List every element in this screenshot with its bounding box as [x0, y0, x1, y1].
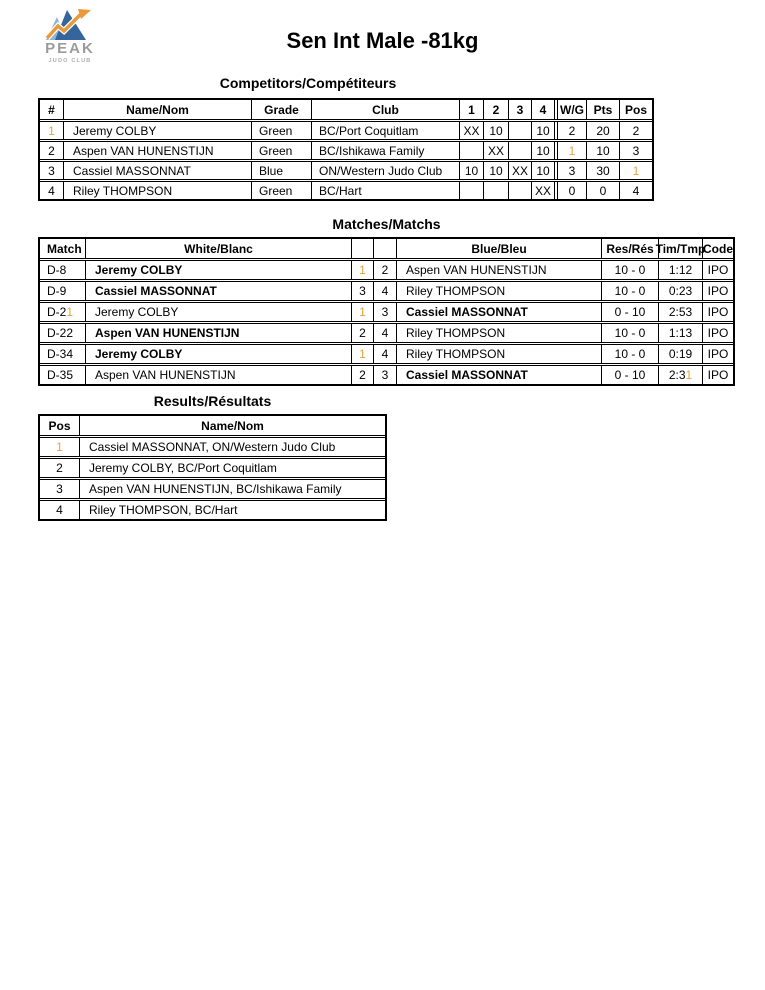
blue-name-cell: Riley THOMPSON	[397, 324, 602, 342]
match-row	[40, 323, 733, 343]
result-cell: 0 - 10	[602, 366, 659, 384]
position-cell: 1	[632, 163, 640, 178]
results-table	[38, 414, 387, 521]
competitor-name-cell: Cassiel MASSONNAT	[64, 162, 252, 179]
blue-name-cell: Aspen VAN HUNENSTIJN	[397, 261, 602, 279]
wins-cell: 1	[557, 142, 587, 159]
round-4-score-cell: XX	[532, 182, 555, 199]
round-2-score-cell	[484, 182, 509, 199]
code-cell: IPO	[707, 305, 729, 319]
code-cell: IPO	[707, 368, 729, 382]
competitor-club-cell: BC/Hart	[312, 182, 460, 199]
round-3-score-cell: XX	[509, 162, 532, 179]
header-match: Match	[40, 239, 86, 258]
competitor-number-cell: 3	[40, 162, 64, 179]
header-blue-number	[374, 239, 397, 258]
competitor-number-cell: 1	[40, 122, 64, 139]
match-id-cell: D-9	[40, 282, 86, 300]
header-round-1: 1	[460, 100, 484, 119]
result-name-cell: Jeremy COLBY, BC/Port Coquitlam	[89, 461, 277, 475]
competitor-row	[40, 141, 652, 160]
round-2-score-cell: XX	[484, 142, 509, 159]
header-name: Name/Nom	[64, 100, 252, 119]
blue-number-cell: 3	[374, 366, 397, 384]
competitor-number-cell: 2	[40, 142, 64, 159]
code-cell: IPO	[707, 263, 729, 277]
result-cell: 10 - 0	[602, 282, 659, 300]
round-1-score-cell: 10	[460, 162, 484, 179]
competitor-name-cell: Riley THOMPSON	[64, 182, 252, 199]
white-name-cell: Jeremy COLBY	[86, 345, 352, 363]
match-id-cell: D-2 1	[40, 303, 86, 321]
competitor-grade-cell: Green	[252, 182, 312, 199]
position-cell: 2	[632, 123, 640, 138]
header-round-2: 2	[484, 100, 509, 119]
result-position-cell: 2	[40, 459, 80, 477]
round-1-score-cell: XX	[460, 122, 484, 139]
result-position-cell: 4	[40, 501, 80, 519]
white-number-cell: 1	[352, 303, 374, 321]
time-cell: 0:19	[659, 345, 703, 363]
competitors-table	[38, 98, 654, 201]
competitor-name-cell: Jeremy COLBY	[64, 122, 252, 139]
white-number-cell: 2	[352, 324, 374, 342]
result-name-cell: Riley THOMPSON, BC/Hart	[89, 503, 238, 517]
header-round-4: 4	[532, 100, 555, 119]
wins-cell: 0	[557, 182, 587, 199]
matches-table	[38, 237, 735, 386]
header-white: White/Blanc	[86, 239, 352, 258]
competitor-row	[40, 181, 652, 199]
points-cell: 30	[587, 162, 620, 179]
round-1-score-cell	[460, 142, 484, 159]
blue-number-cell: 4	[374, 282, 397, 300]
header-white-number	[352, 239, 374, 258]
header-name: Name/Nom	[201, 418, 264, 433]
match-row	[40, 302, 733, 322]
match-row	[40, 365, 733, 384]
result-position-cell: 1	[40, 438, 80, 456]
round-2-score-cell: 10	[484, 162, 509, 179]
header-position: Pos	[40, 416, 80, 435]
header-time: Tim/Tmp	[659, 239, 703, 258]
blue-name-cell: Cassiel MASSONNAT	[397, 303, 602, 321]
round-3-score-cell	[509, 182, 532, 199]
result-name-cell: Aspen VAN HUNENSTIJN, BC/Ishikawa Family	[89, 482, 342, 496]
competitor-row	[40, 121, 652, 140]
competitor-club-cell: BC/Port Coquitlam	[312, 122, 460, 139]
header-code: Code	[703, 241, 733, 256]
wins-cell: 3	[557, 162, 587, 179]
white-name-cell: Cassiel MASSONNAT	[86, 282, 352, 300]
matches-header-row	[40, 239, 733, 259]
blue-number-cell: 4	[374, 345, 397, 363]
blue-name-cell: Riley THOMPSON	[397, 282, 602, 300]
header-result: Res/Rés	[602, 239, 659, 258]
wins-cell: 2	[557, 122, 587, 139]
results-heading: Results/Résultats	[153, 393, 272, 409]
position-cell: 3	[632, 143, 640, 158]
white-number-cell: 1	[352, 261, 374, 279]
result-row	[40, 458, 385, 478]
match-id-cell: D-8	[40, 261, 86, 279]
header-round-3: 3	[509, 100, 532, 119]
competitor-club-cell: BC/Ishikawa Family	[312, 142, 460, 159]
blue-name-cell: Cassiel MASSONNAT	[397, 366, 602, 384]
competitor-grade-cell: Green	[252, 122, 312, 139]
round-4-score-cell: 10	[532, 122, 555, 139]
white-name-cell: Jeremy COLBY	[86, 261, 352, 279]
header-blue: Blue/Bleu	[397, 239, 602, 258]
competitor-club-cell: ON/Western Judo Club	[312, 162, 460, 179]
blue-name-cell: Riley THOMPSON	[397, 345, 602, 363]
competitor-number-cell: 4	[40, 182, 64, 199]
white-name-cell: Aspen VAN HUNENSTIJN	[86, 324, 352, 342]
points-cell: 20	[587, 122, 620, 139]
result-cell: 0 - 10	[602, 303, 659, 321]
header-position: Pos	[624, 102, 647, 117]
match-id-cell: D-35	[40, 366, 86, 384]
page-title: Sen Int Male -81kg	[286, 28, 479, 53]
header-wins: W/G	[557, 100, 587, 119]
round-1-score-cell	[460, 182, 484, 199]
code-cell: IPO	[707, 326, 729, 340]
time-cell: 1:13	[659, 324, 703, 342]
competitors-heading: Competitors/Compétiteurs	[219, 75, 397, 91]
points-cell: 10	[587, 142, 620, 159]
result-cell: 10 - 0	[602, 261, 659, 279]
header-club: Club	[312, 100, 460, 119]
header-points: Pts	[587, 100, 620, 119]
time-cell: 1:12	[659, 261, 703, 279]
round-4-score-cell: 10	[532, 162, 555, 179]
logo-brand-text: PEAK	[45, 40, 95, 57]
blue-number-cell: 4	[374, 324, 397, 342]
blue-number-cell: 3	[374, 303, 397, 321]
competitor-grade-cell: Green	[252, 142, 312, 159]
match-id-cell: D-22	[40, 324, 86, 342]
match-row	[40, 344, 733, 364]
white-name-cell: Jeremy COLBY	[86, 303, 352, 321]
logo-subtext: JUDO CLUB	[48, 58, 92, 64]
white-name-cell: Aspen VAN HUNENSTIJN	[86, 366, 352, 384]
position-cell: 4	[632, 183, 640, 198]
round-3-score-cell	[509, 122, 532, 139]
blue-number-cell: 2	[374, 261, 397, 279]
header-number: #	[40, 100, 64, 119]
round-4-score-cell: 10	[532, 142, 555, 159]
match-row	[40, 281, 733, 301]
result-cell: 10 - 0	[602, 324, 659, 342]
code-cell: IPO	[707, 284, 729, 298]
result-row	[40, 437, 385, 457]
matches-heading: Matches/Matchs	[332, 216, 441, 232]
match-id-cell: D-34	[40, 345, 86, 363]
results-header-row	[40, 416, 385, 436]
result-cell: 10 - 0	[602, 345, 659, 363]
white-number-cell: 1	[352, 345, 374, 363]
white-number-cell: 3	[352, 282, 374, 300]
code-cell: IPO	[707, 347, 729, 361]
result-row	[40, 500, 385, 519]
competitor-grade-cell: Blue	[252, 162, 312, 179]
round-3-score-cell	[509, 142, 532, 159]
result-position-cell: 3	[40, 480, 80, 498]
white-number-cell: 2	[352, 366, 374, 384]
competitor-row	[40, 161, 652, 180]
round-2-score-cell: 10	[484, 122, 509, 139]
competitors-header-row	[40, 100, 652, 120]
competitor-name-cell: Aspen VAN HUNENSTIJN	[64, 142, 252, 159]
time-cell: 2:53	[659, 303, 703, 321]
time-cell: 0:23	[659, 282, 703, 300]
match-row	[40, 260, 733, 280]
result-row	[40, 479, 385, 499]
time-cell: 2:3 1	[659, 366, 703, 384]
points-cell: 0	[587, 182, 620, 199]
header-grade: Grade	[252, 100, 312, 119]
result-name-cell: Cassiel MASSONNAT, ON/Western Judo Club	[89, 440, 336, 454]
